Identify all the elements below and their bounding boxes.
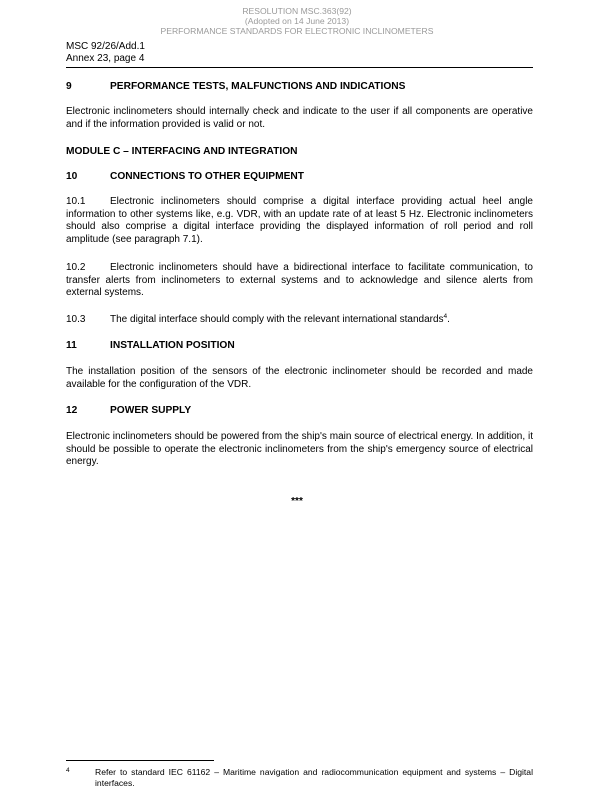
- section-title: PERFORMANCE TESTS, MALFUNCTIONS AND INDICATIONS: [110, 81, 406, 92]
- section-title: INSTALLATION POSITION: [110, 340, 235, 351]
- header-rule: [66, 67, 533, 68]
- section-number: 12: [66, 405, 78, 416]
- resolution-number: RESOLUTION MSC.363(92): [242, 6, 352, 16]
- paragraph-text: Electronic inclinometers should have a bidirectional interface to facilitate communication, to transfer alerts from inclinometers to external systems and to acknowledge and silence alerts from external systems.: [66, 262, 533, 299]
- section-9-heading: [66, 81, 533, 93]
- paragraph-10-2: [66, 262, 533, 300]
- paragraph-text: Electronic inclinometers should comprise a digital interface providing actual heel angle information to other systems like, e.g. VDR, with an update rate of at least 5 Hz. Electronic inclinometers should also comprise a digital interface providing the displayed information of roll period and roll amplitude (see paragraph 7.1).: [66, 196, 533, 245]
- footnote-separator: [66, 760, 214, 761]
- section-11-heading: [66, 340, 533, 352]
- paragraph-number: 10.3: [66, 314, 86, 325]
- section-number: 10: [66, 171, 78, 182]
- section-11-text: The installation position of the sensors of the electronic inclinometer should be recorded and made available for the configuration of the VDR.: [66, 366, 533, 390]
- section-number: 11: [66, 340, 77, 351]
- paragraph-end: .: [447, 314, 450, 325]
- paragraph-number: 10.1: [66, 196, 86, 207]
- section-9-text: Electronic inclinometers should internally check and indicate to the user if all components are operative and if the information provided is valid or not.: [66, 106, 533, 130]
- module-heading: MODULE C – INTERFACING AND INTEGRATION: [66, 146, 298, 157]
- annex-page: Annex 23, page 4: [66, 53, 145, 64]
- section-12-text: Electronic inclinometers should be powered from the ship's main source of electrical energy. In addition, it should be possible to operate the electronic inclinometers from the ship's emergency source of electrical energy.: [66, 431, 533, 468]
- section-title: POWER SUPPLY: [110, 405, 192, 416]
- section-12-heading: [66, 405, 533, 417]
- footnote-reference: 4: [443, 313, 448, 320]
- footnote-number: 4: [66, 767, 70, 774]
- paragraph-10-3: [66, 314, 533, 327]
- section-title: CONNECTIONS TO OTHER EQUIPMENT: [110, 171, 304, 182]
- paragraph-text: The digital interface should comply with the relevant international standards: [110, 314, 444, 325]
- paragraph-10-1: [66, 196, 533, 246]
- adoption-date: (Adopted on 14 June 2013): [244, 16, 350, 26]
- section-10-heading: [66, 171, 533, 183]
- end-of-document-mark: ***: [291, 496, 303, 507]
- footnote-text: Refer to standard IEC 61162 – Maritime navigation and radiocommunication equipment and systems – Digital interfaces.: [95, 767, 533, 788]
- paragraph-number: 10.2: [66, 262, 86, 273]
- document-reference: MSC 92/26/Add.1: [66, 41, 145, 52]
- document-title: PERFORMANCE STANDARDS FOR ELECTRONIC INCLINOMETERS: [160, 26, 434, 36]
- section-number: 9: [66, 81, 72, 92]
